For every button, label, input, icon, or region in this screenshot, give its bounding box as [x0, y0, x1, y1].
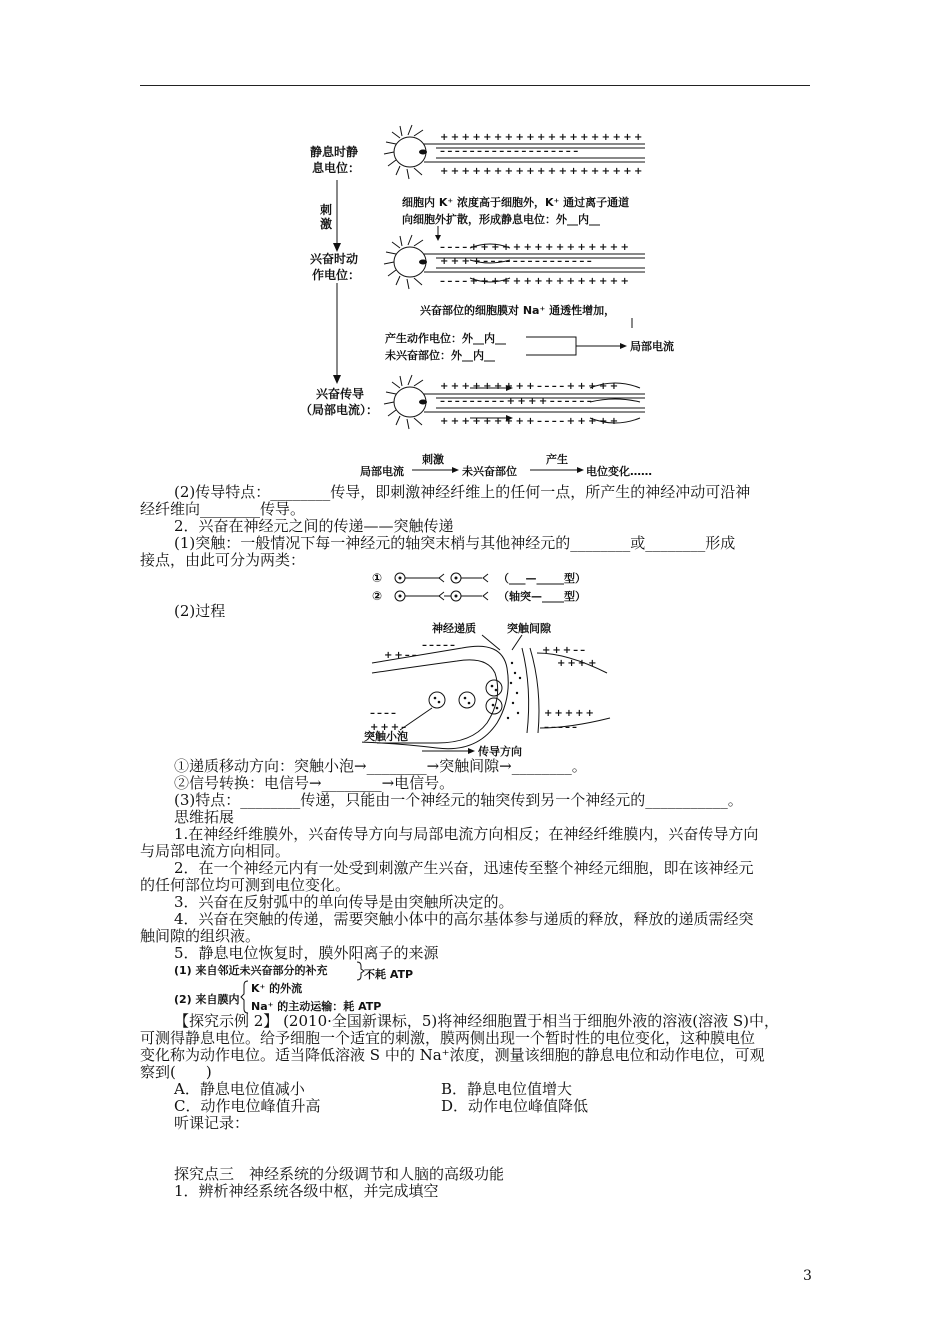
- svg-text:+++++++++––––+++++: +++++++++––––+++++: [440, 416, 621, 427]
- note-k-line-1: 细胞内 K⁺ 浓度高于细胞外，K⁺ 通过离子通道: [402, 196, 630, 209]
- excited-label-2: 作电位：: [312, 268, 361, 282]
- resting-label-1: 静息时静: [310, 145, 359, 159]
- produce-ap: 产生动作电位：外__内__: [385, 332, 506, 345]
- svg-text:+++++++++––––+++++: +++++++++––––+++++: [440, 381, 621, 392]
- brace-icon: [240, 980, 250, 1014]
- text-line: ②信号转换：电信号→________→电信号。: [174, 774, 455, 792]
- header-rule: [140, 85, 810, 86]
- conduct-label-1: 兴奋传导: [316, 387, 365, 401]
- text-line: ①递质移动方向：突触小泡→________→突触间隙→________。: [174, 757, 587, 775]
- svg-text:++++–––––––––––––––: ++++–––––––––––––––: [440, 256, 595, 267]
- text-line: 2．兴奋在神经元之间的传递——突触传递: [174, 517, 454, 535]
- svg-text:+++––: +++––: [542, 645, 588, 656]
- text-line: 3．兴奋在反射弧中的单向传导是由突触所决定的。: [174, 893, 514, 911]
- chain-a: 局部电流: [360, 465, 404, 478]
- membrane-potential-figure: [290, 118, 710, 483]
- svg-text:–––––: –––––: [544, 722, 579, 733]
- chain-c: 电位变化……: [586, 465, 652, 478]
- vesicle-label: 突触小泡: [364, 730, 408, 743]
- chain-stim: 刺激: [422, 453, 444, 466]
- svg-text:++––: ++––: [384, 650, 419, 661]
- listen-record: 听课记录：: [174, 1114, 250, 1132]
- cleft-label: 突触间隙: [507, 622, 551, 635]
- conduct-label-2: （局部电流）：: [300, 403, 379, 417]
- section-heading: 探究点三 神经系统的分级调节和人脑的高级功能: [174, 1165, 505, 1183]
- svg-text:–––––––––––––––––––: –––––––––––––––––––: [440, 146, 581, 157]
- option-a: A．静息电位值减小: [174, 1080, 305, 1098]
- chain-b: 未兴奋部位: [462, 465, 517, 478]
- chain-produce: 产生: [546, 453, 568, 466]
- excited-label-1: 兴奋时动: [310, 252, 359, 266]
- svg-text:+++++++++++++++++++: +++++++++++++++++++: [440, 132, 645, 143]
- direction-label: 传导方向: [478, 745, 522, 758]
- svg-text:+++++: +++++: [544, 708, 596, 719]
- note-k-line-2: 向细胞外扩散，形成静息电位：外__内__: [402, 213, 600, 226]
- synapse-types-figure: [370, 568, 620, 604]
- example-line: 变化称为动作电位。适当降低溶液 S 中的 Na⁺浓度，测量该细胞的静息电位和动作电位，可观: [140, 1046, 765, 1064]
- example-line: 【探究示例 2】 (2010·全国新课标，5)将神经细胞置于相当于细胞外液的溶液(溶液 S)中，: [174, 1012, 780, 1030]
- synapse-type-2: （轴突—____型）: [498, 590, 586, 603]
- note-na: 兴奋部位的细胞膜对 Na⁺ 通透性增加，: [420, 304, 616, 317]
- svg-text:–––––: –––––: [422, 640, 457, 651]
- text-line: 4．兴奋在突触的传递，需要突触小体中的高尔基体参与递质的释放，释放的递质需经突: [174, 910, 754, 928]
- source-1: (1) 来自邻近未兴奋部分的补充: [174, 964, 328, 977]
- svg-text:++++: ++++: [557, 658, 599, 669]
- text-line: 触间隙的组织液。: [140, 927, 261, 945]
- svg-text:––––: ––––: [370, 708, 398, 719]
- text-line: 接点，由此可分为两类：: [140, 551, 306, 569]
- resting-label-2: 息电位：: [312, 161, 361, 175]
- text-line: (3)特点：________传递，只能由一个神经元的轴突传到另一个神经元的___________。: [174, 791, 743, 809]
- svg-text:–––––––––++++––––––: –––––––––++++––––––: [440, 396, 595, 407]
- stimulus-label-1: 刺: [320, 203, 333, 217]
- text-line: (2)传导特点：________传导，即刺激神经纤维上的任何一点，所产生的神经冲动可沿神: [174, 483, 751, 501]
- stimulus-label-2: 激: [320, 217, 333, 231]
- text-line: 经纤维向________传导。: [140, 500, 306, 518]
- neurotransmitter-label: 神经递质: [432, 622, 476, 635]
- synapse-type-1: （___—_____型）: [498, 572, 586, 585]
- unexcited-label: 未兴奋部位：外__内__: [385, 349, 495, 362]
- svg-text:①: ①: [372, 571, 383, 585]
- text-line: (2)过程: [174, 602, 226, 620]
- text-line: 思维拓展: [174, 808, 235, 826]
- text-line: 5．静息电位恢复时，膜外阳离子的来源: [174, 944, 439, 962]
- source-2: (2) 来自膜内: [174, 993, 240, 1006]
- text-line: 1.在神经纤维膜外，兴奋传导方向与局部电流方向相反；在神经纤维膜内，兴奋传导方向: [174, 825, 759, 843]
- text-line: 与局部电流方向相同。: [140, 842, 291, 860]
- brace-icon: [355, 961, 365, 981]
- svg-text:+++–: +++–: [370, 722, 409, 733]
- text-line: 1．辨析神经系统各级中枢，并完成填空: [174, 1182, 439, 1200]
- svg-text:+++++++++++++++++++: +++++++++++++++++++: [440, 166, 645, 177]
- example-line: 可测得静息电位。给予细胞一个适宜的刺激，膜两侧出现一个暂时性的电位变化，这种膜电位: [140, 1029, 756, 1047]
- synapse-process-figure: [362, 618, 612, 758]
- svg-text:②: ②: [372, 589, 383, 603]
- option-c: C．动作电位峰值升高: [174, 1097, 321, 1115]
- example-line: 察到( ): [140, 1063, 212, 1081]
- source-2a: K⁺ 的外流: [251, 982, 303, 995]
- local-current-label: 局部电流: [630, 340, 674, 353]
- option-b: B．静息电位值增大: [441, 1080, 573, 1098]
- option-d: D．动作电位峰值降低: [441, 1097, 589, 1115]
- svg-text:––––+++++++++++++++: ––––+++++++++++++++: [440, 242, 632, 253]
- text-line: (1)突触：一般情况下每一神经元的轴突末梢与其他神经元的________或________形成: [174, 534, 736, 552]
- page-number: 3: [803, 1268, 812, 1284]
- text-line: 2．在一个神经元内有一处受到刺激产生兴奋，迅速传至整个神经元细胞，即在该神经元: [174, 859, 754, 877]
- text-line: 的任何部位均可测到电位变化。: [140, 876, 351, 894]
- source-1-note: 不耗 ATP: [364, 968, 414, 981]
- svg-text:––––+++++++++++++++: ––––+++++++++++++++: [440, 276, 632, 287]
- source-2b: Na⁺ 的主动运输：耗 ATP: [251, 1000, 382, 1013]
